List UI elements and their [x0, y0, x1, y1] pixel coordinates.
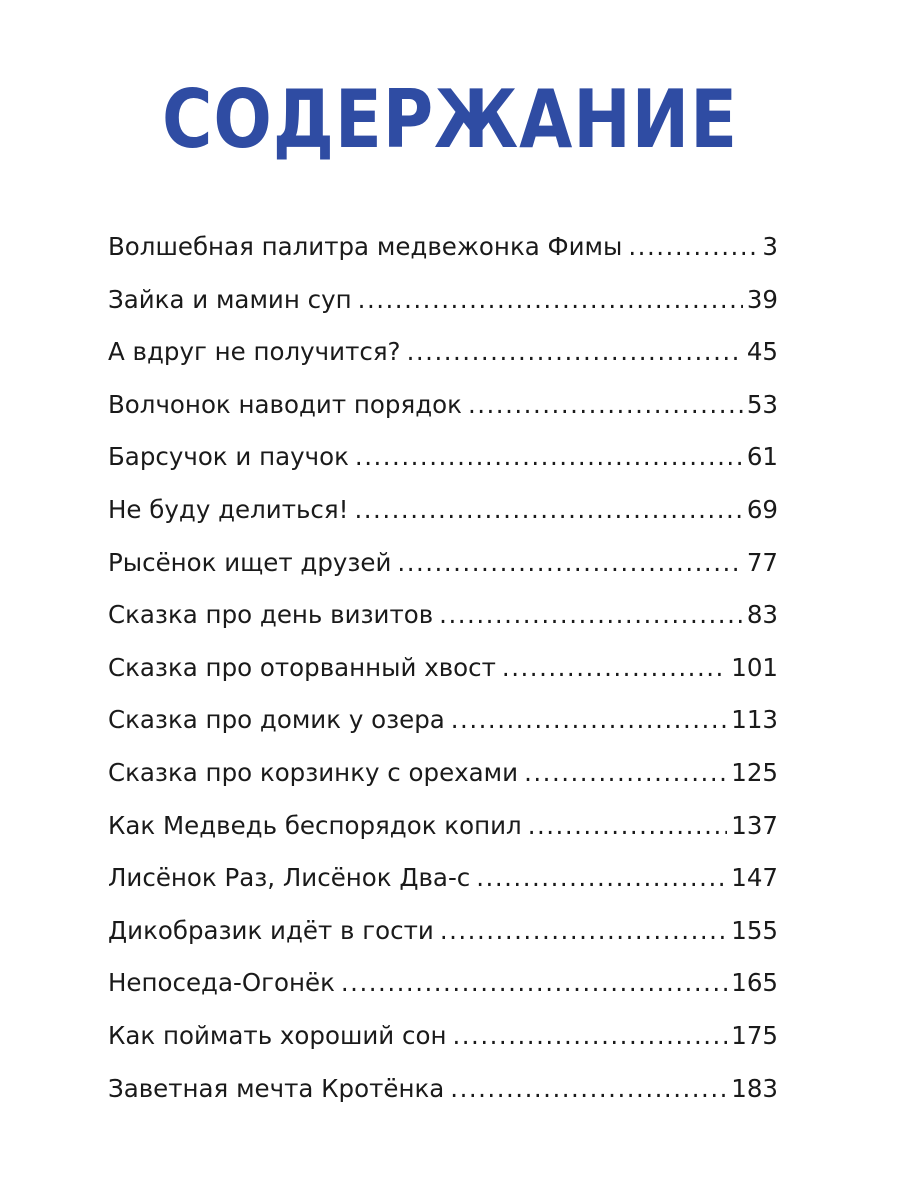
toc-entry-title: Барсучок и паучок [108, 442, 349, 472]
toc-entry [108, 1074, 778, 1127]
toc-entry-title: А вдруг не получится? [108, 337, 401, 367]
toc-entry-page: 69 [746, 494, 778, 524]
toc-entry-page: 125 [731, 757, 778, 787]
toc-entry [108, 600, 778, 653]
toc-entry [108, 758, 778, 811]
toc-entry-page: 183 [731, 1073, 778, 1103]
toc-entry-title: Заветная мечта Кротёнка [108, 1073, 445, 1103]
dot-leader [354, 495, 742, 524]
dot-leader [341, 968, 727, 997]
toc-entry-page: 165 [731, 968, 778, 998]
toc-entry-page: 175 [731, 1020, 778, 1050]
toc-entry-page: 39 [746, 284, 778, 314]
dot-leader [524, 758, 727, 787]
toc-entry [108, 285, 778, 338]
dot-leader [502, 653, 727, 682]
toc-entry-page: 77 [746, 547, 778, 577]
toc-entry [108, 863, 778, 916]
toc-entry-page: 137 [731, 810, 778, 840]
dot-leader [528, 811, 728, 840]
toc-entry [108, 232, 778, 285]
toc-entry [108, 495, 778, 548]
toc-entry-title: Непоседа-Огонёк [108, 968, 335, 998]
toc-entry [108, 337, 778, 390]
toc-entry-title: Сказка про домик у озера [108, 705, 445, 735]
dot-leader [450, 1074, 727, 1103]
toc-entry [108, 390, 778, 443]
toc-entry-page: 3 [762, 232, 778, 261]
dot-leader [628, 232, 758, 261]
toc-entry-title: Волчонок наводит порядок [108, 389, 462, 419]
toc-entry [108, 968, 778, 1021]
dot-leader [468, 390, 743, 419]
toc-entry-title: Сказка про день визитов [108, 600, 434, 630]
toc-entry-title: Волшебная палитра медвежонка Фимы [108, 232, 623, 261]
dot-leader [439, 600, 743, 629]
toc-entry [108, 548, 778, 601]
toc-entry-page: 53 [746, 389, 778, 419]
toc-entry [108, 705, 778, 758]
toc-entry-page: 45 [746, 337, 778, 367]
page-title: СОДЕРЖАНИЕ [162, 73, 738, 166]
toc-entry-page: 147 [731, 863, 778, 893]
toc-entry-title: Сказка про корзинку с орехами [108, 757, 519, 787]
toc-entry-title: Рысёнок ищет друзей [108, 547, 392, 577]
dot-leader [397, 548, 742, 577]
toc-entry-title: Как поймать хороший сон [108, 1020, 447, 1050]
toc-entry-title: Сказка про оторванный хвост [108, 652, 496, 682]
toc-entry-page: 155 [731, 915, 778, 945]
toc-entry-title: Как Медведь беспорядок копил [108, 810, 522, 840]
dot-leader [476, 863, 727, 892]
dot-leader [355, 442, 743, 471]
toc-entry [108, 811, 778, 864]
dot-leader [358, 285, 743, 314]
dot-leader [440, 916, 727, 945]
toc-entry-page: 113 [731, 705, 778, 735]
dot-leader [451, 705, 727, 734]
toc-entry [108, 442, 778, 495]
toc-entry [108, 1021, 778, 1074]
table-of-contents [108, 232, 778, 1126]
toc-entry [108, 916, 778, 969]
toc-entry-title: Зайка и мамин суп [108, 284, 352, 314]
toc-entry-page: 83 [746, 600, 778, 630]
toc-entry-title: Дикобразик идёт в гости [108, 915, 434, 945]
toc-entry-page: 61 [746, 442, 778, 472]
dot-leader [452, 1021, 727, 1050]
toc-entry-title: Не буду делиться! [108, 494, 349, 524]
toc-entry [108, 653, 778, 706]
toc-entry-title: Лисёнок Раз, Лисёнок Два-с [108, 863, 471, 893]
toc-entry-page: 101 [731, 652, 778, 682]
dot-leader [407, 337, 743, 366]
